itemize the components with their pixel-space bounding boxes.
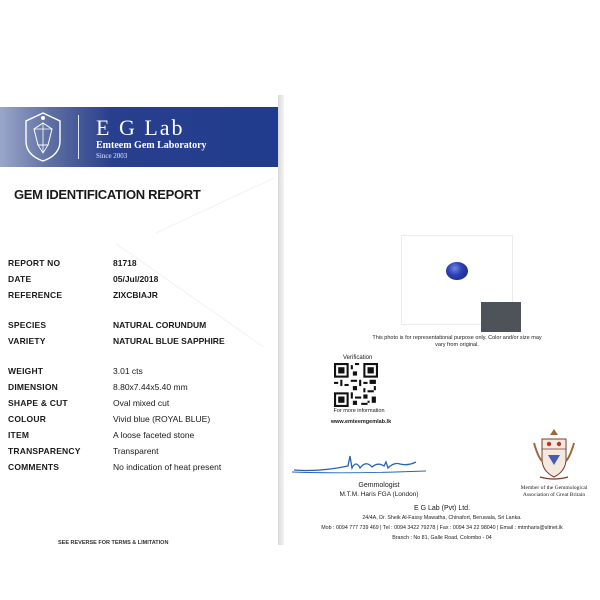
watermark-line: [156, 178, 274, 234]
field-value: No indication of heat present: [113, 462, 222, 472]
qr-info-text: For more information: [333, 408, 385, 414]
signature-image: [290, 450, 430, 478]
field-label: DIMENSION: [8, 382, 58, 392]
field-value: NATURAL CORUNDUM: [113, 320, 207, 330]
gemmologist-label: Gemmologist: [358, 482, 400, 489]
field-value: 8.80x7.44x5.40 mm: [113, 382, 188, 392]
field-value: 81718: [113, 258, 137, 268]
website-link[interactable]: www.emteemgemlab.lk: [330, 419, 392, 425]
field-value: ZIXCBIAJR: [113, 290, 158, 300]
terms-note: SEE REVERSE FOR TERMS & LIMITATION: [58, 540, 169, 546]
gemmological-association-crest-icon: [532, 427, 576, 481]
field-value: Vivid blue (ROYAL BLUE): [113, 414, 211, 424]
lab-branch-line: Branch : No 81, Galle Road, Colombo - 04: [392, 535, 492, 541]
gemmologist-name: M.T.M. Haris FGA (London): [339, 491, 419, 498]
field-label: REFERENCE: [8, 290, 63, 300]
photo-disclaimer: This photo is for representational purpose only. Color and/or size may vary from original.: [372, 335, 542, 348]
field-value: NATURAL BLUE SAPPHIRE: [113, 336, 225, 346]
header-divider: [78, 115, 79, 159]
field-label: COLOUR: [8, 414, 47, 424]
lab-contact-line: Mob : 0094 777 739 469 | Tel : 0094 3422 79278 | Fax : 0094 34 22 98040 | Email : mtmharis@sltnet.lk: [321, 525, 563, 531]
lab-emblem-icon: [22, 111, 64, 163]
field-label: DATE: [8, 274, 32, 284]
field-label: SHAPE & CUT: [8, 398, 68, 408]
brand-name: E G Lab: [96, 115, 185, 140]
field-label: TRANSPARENCY: [8, 446, 81, 456]
certificate-front-page: [0, 95, 278, 545]
lab-company-name: E G Lab (Pvt) Ltd.: [413, 505, 471, 512]
lab-address: 24/4A, Dr. Sheik Al-Fassy Mawatha, Chinafort, Beruwala, Sri Lanka.: [362, 515, 522, 521]
field-value: Oval mixed cut: [113, 398, 170, 408]
field-label: WEIGHT: [8, 366, 44, 376]
since-year: Since 2003: [96, 152, 128, 160]
field-label: ITEM: [8, 430, 30, 440]
field-label: VARIETY: [8, 336, 46, 346]
field-value: 3.01 cts: [113, 366, 143, 376]
field-value: Transparent: [113, 446, 159, 456]
field-value: A loose faceted stone: [113, 430, 195, 440]
field-label: SPECIES: [8, 320, 47, 330]
membership-text: Member of the Gemmological Association of Great Britain: [520, 485, 588, 498]
qr-code-icon[interactable]: [334, 363, 378, 407]
field-label: COMMENTS: [8, 462, 60, 472]
field-value: 05/Jul/2018: [113, 274, 159, 284]
field-label: REPORT NO: [8, 258, 61, 268]
verification-label: Verification: [343, 355, 373, 361]
certificate-back-page: [284, 95, 600, 545]
report-title: GEM IDENTIFICATION REPORT: [14, 187, 201, 202]
scale-reference-block: [481, 302, 521, 332]
header-band: [0, 107, 278, 167]
sapphire-stone-image: [446, 262, 468, 280]
lab-full-name: Emteem Gem Laboratory: [96, 140, 207, 151]
